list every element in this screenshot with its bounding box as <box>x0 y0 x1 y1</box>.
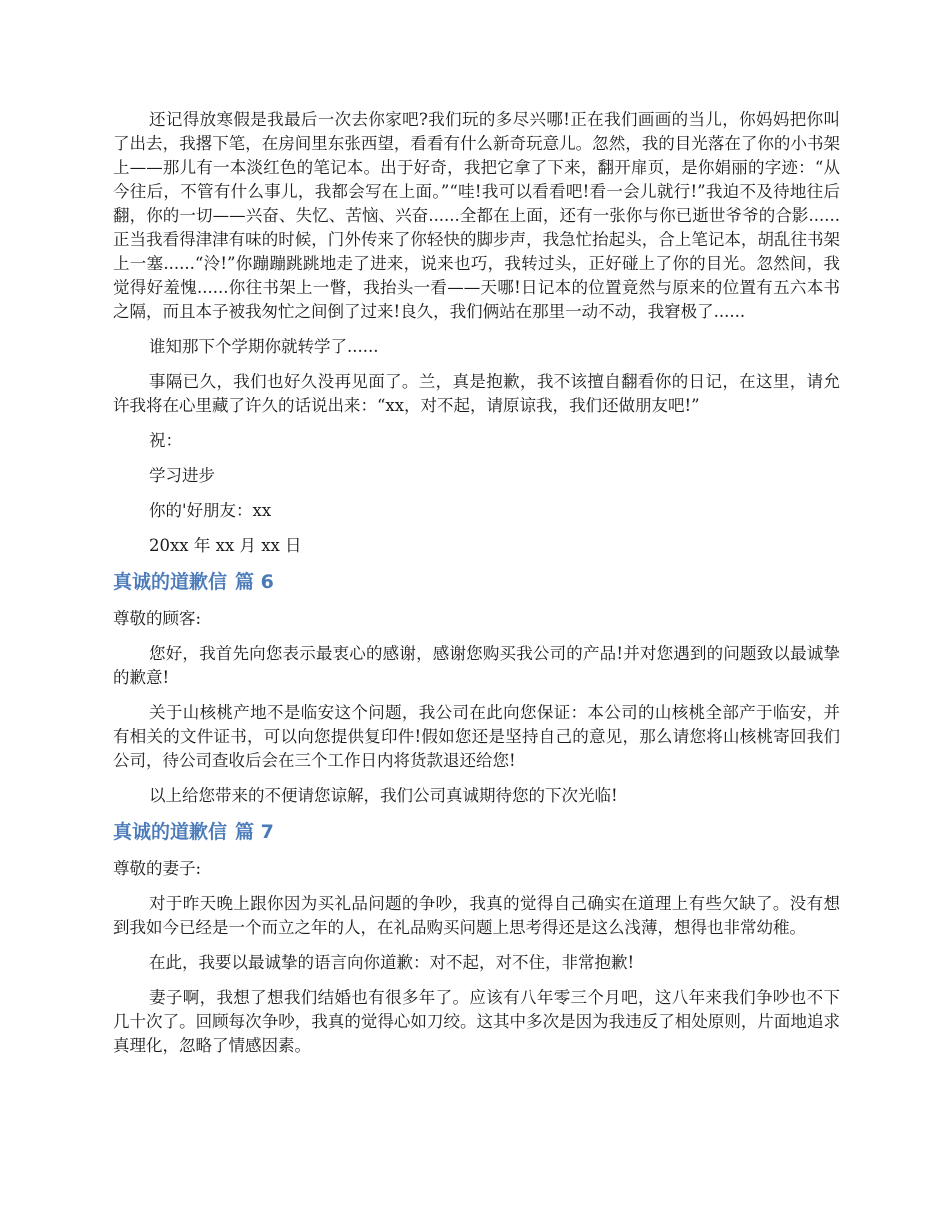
body-paragraph: 事隔已久，我们也好久没再见面了。兰，真是抱歉，我不该擅自翻看你的日记，在这里，请允许我将在心里藏了许久的话说出来：“xx，对不起，请原谅我，我们还做朋友吧!” <box>113 372 840 415</box>
document-page <box>113 108 840 1069</box>
body-paragraph: 以上给您带来的不便请您谅解，我们公司真诚期待您的下次光临! <box>149 786 618 805</box>
body-paragraph: 谁知那下个学期你就转学了...... <box>149 337 379 356</box>
salutation: 尊敬的顾客: <box>113 609 202 628</box>
section-number: 篇 6 <box>235 571 274 593</box>
body-paragraph: 在此，我要以最诚挚的语言向你道歉：对不起，对不住，非常抱歉! <box>149 953 635 972</box>
signature: 你的'好朋友：xx <box>149 501 272 520</box>
section-heading-6 <box>113 569 840 595</box>
salutation: 尊敬的妻子: <box>113 859 202 878</box>
date-line: 20xx 年 xx 月 xx 日 <box>149 536 302 555</box>
body-paragraph: 关于山核桃产地不是临安这个问题，我公司在此向您保证：本公司的山核桃全部产于临安，并有相关的文件证书，可以向您提供复印件!假如您还是坚持自己的意见，那么请您将山核桃寄回我们公司，待公司查收后会在三个工作日内将货款退还给您! <box>113 703 840 770</box>
closing-salute: 祝： <box>149 431 182 450</box>
section-title: 真诚的道歉信 <box>113 821 228 843</box>
section-title: 真诚的道歉信 <box>113 571 228 593</box>
body-paragraph: 妻子啊，我想了想我们结婚也有很多年了。应该有八年零三个月吧，这八年来我们争吵也不下几十次了。回顾每次争吵，我真的觉得心如刀绞。这其中多次是因为我违反了相处原则，片面地追求真理化，忽略了情感因素。 <box>113 988 840 1055</box>
body-paragraph: 您好，我首先向您表示最衷心的感谢，感谢您购买我公司的产品!并对您遇到的问题致以最诚挚的歉意! <box>113 644 840 687</box>
body-paragraph: 还记得放寒假是我最后一次去你家吧?我们玩的多尽兴哪!正在我们画画的当儿，你妈妈把你叫了出去，我撂下笔，在房间里东张西望，看看有什么新奇玩意儿。忽然，我的目光落在了你的小书架上——那儿有一本淡红色的笔记本。出于好奇，我把它拿了下来，翻开扉页，是你娟丽的字迹：“从今往后，不管有什么事儿，我都会写在上面。”“哇!我可以看看吧!看一会儿就行!”我迫不及待地往后翻，你的一切——兴奋、失忆、苦恼、兴奋......全都在上面，还有一张你与你已逝世爷爷的合影......正当我看得津津有味的时候，门外传来了你轻快的脚步声，我急忙抬起头，合上笔记本，胡乱往书架上一塞......“泠!”你蹦蹦跳跳地走了进来，说来也巧，我转过头，正好碰上了你的目光。忽然间，我觉得好羞愧......你往书架上一瞥，我抬头一看——天哪!日记本的位置竟然与原来的位置有五六本书之隔，而且本子被我匆忙之间倒了过来!良久，我们俩站在那里一动不动，我窘极了...... <box>113 110 840 321</box>
section-number: 篇 7 <box>235 821 274 843</box>
closing-wish: 学习进步 <box>149 466 215 485</box>
section-heading-7 <box>113 819 840 845</box>
body-paragraph: 对于昨天晚上跟你因为买礼品问题的争吵，我真的觉得自己确实在道理上有些欠缺了。没有想到我如今已经是一个而立之年的人，在礼品购买问题上思考得还是这么浅薄，想得也非常幼稚。 <box>113 894 840 937</box>
